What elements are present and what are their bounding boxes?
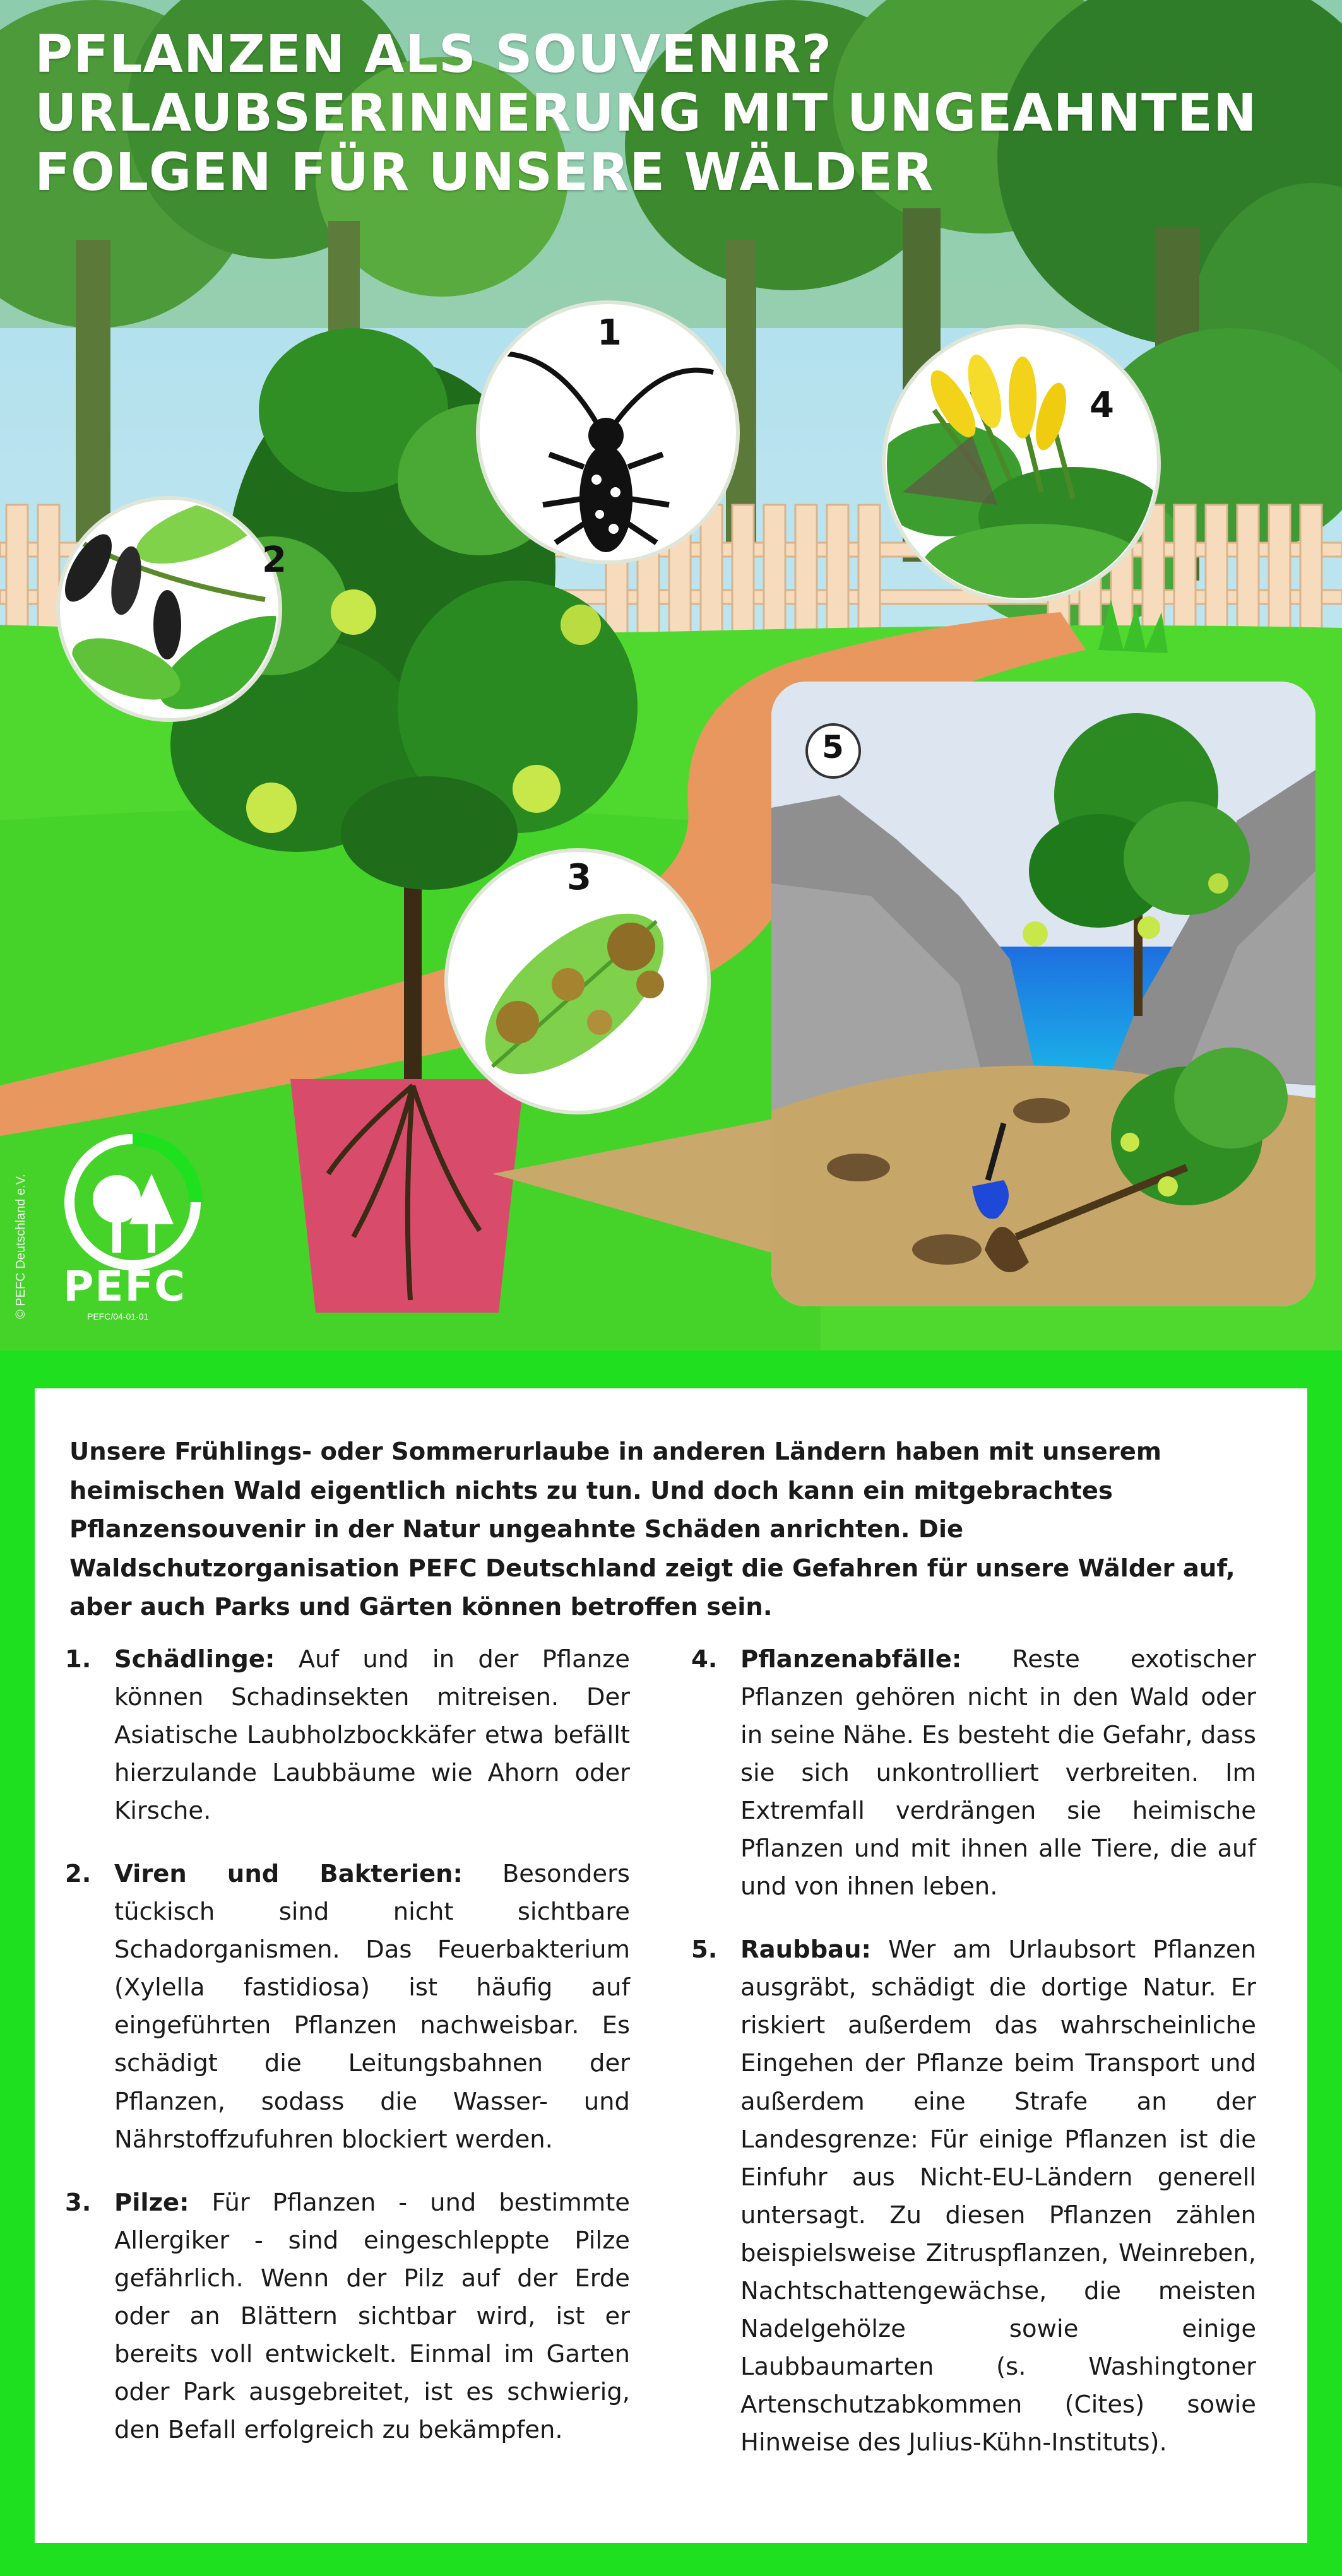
title-line-2: URLAUBSERINNERUNG MIT UNGEAHNTEN [35, 83, 1257, 144]
item-text: Besonders tückisch sind nicht sichtbare Schadorganismen. Das Feuerbakterium (Xylella fastidiosa) ist häufig auf eingeführten Pflanzen nachweisbar. Es schädigt die Leitungsbahnen der Pflanzen, sodass die Wasser- und Nährstoffzufuhren blockiert werden. [114, 1860, 630, 2154]
list-item-overexploitation [691, 1931, 1256, 2462]
badge-number-1: 1 [597, 312, 622, 353]
item-text: Reste exotischer Pflanzen gehören nicht in den Wald oder in seine Nähe. Es besteht die Gefahr, dass sie sich unkontrolliert verbreiten. Im Extremfall verdrängen sie heimische Pflanzen und mit ihnen alle Tiere, die auf und von ihnen leben. [740, 1645, 1256, 1901]
list-column-right [691, 1641, 1256, 2487]
item-number: 3. [65, 2188, 92, 2217]
badge-number-2: 2 [262, 540, 287, 581]
title-line-1: PFLANZEN ALS SOUVENIR? [35, 25, 833, 85]
badge-5-overexploitation-scene [771, 682, 1315, 1306]
list-item-pests [65, 1641, 630, 1830]
item-heading: Pilze: [114, 2188, 189, 2217]
item-heading: Pflanzenabfälle: [740, 1645, 962, 1674]
page-title [35, 25, 1316, 202]
list-column-left [65, 1641, 630, 2474]
item-number: 1. [65, 1645, 92, 1674]
pefc-logo-code: PEFC/04-01-01 [87, 1311, 149, 1321]
item-text: Auf und in der Pflanze können Schadinsekten mitreisen. Der Asiatische Laubholzbockkäfer etwa befällt hierzulande Laubbäume wie Ahorn oder Kirsche. [114, 1645, 630, 1826]
list-item-plant-waste [691, 1641, 1256, 1906]
item-heading: Viren und Bakterien: [114, 1860, 463, 1889]
item-heading: Raubbau: [740, 1935, 871, 1964]
item-text: Wer am Urlaubsort Pflanzen ausgräbt, schädigt die dortige Natur. Er riskiert außerdem das wahrscheinliche Eingehen der Pflanze beim Transport und außerdem eine Strafe an der Landesgrenze: Für einige Pflanzen ist die Einfuhr aus Nicht-EU-Ländern generell untersagt. Zu diesen Pflanzen zählen beispielsweise Zitruspflanzen, Weinreben, Nachtschattengewächse, die meisten Nadelgehölze sowie einige Laubbaumarten (s. Washingtoner Artenschutzabkommen (Cites) sowie Hinweise des Julius-Kühn-Instituts). [740, 1935, 1256, 2457]
copyright-notice: © PEFC Deutschland e.V. [14, 1174, 28, 1319]
list-item-viruses-bacteria [65, 1855, 630, 2158]
item-number: 4. [691, 1645, 718, 1674]
badge-number-3: 3 [567, 857, 591, 898]
badge-number-5: 5 [822, 729, 844, 765]
item-number: 5. [691, 1935, 718, 1964]
item-text: Für Pflanzen - und bestimmte Allergiker - sind eingeschleppte Pilze gefährlich. Wenn der Pilz auf der Erde oder an Blättern sichtbar wird, ist er bereits voll entwickelt. Einmal im Garten oder Park ausgebreitet, ist es schwierig, den Befall erfolgreich zu bekämpfen. [114, 2188, 630, 2444]
text-panel [35, 1388, 1307, 2543]
badge-number-4: 4 [1090, 385, 1114, 426]
item-number: 2. [65, 1860, 92, 1889]
title-line-3: FOLGEN FÜR UNSERE WÄLDER [35, 142, 934, 203]
item-heading: Schädlinge: [114, 1645, 275, 1674]
list-item-fungi [65, 2184, 630, 2449]
pefc-logo-word: PEFC [63, 1262, 186, 1311]
intro-paragraph: Unsere Frühlings- oder Sommerurlaube in anderen Ländern haben mit unserem heimischen Wald eigentlich nichts zu tun. Und doch kann ein mitgebrachtes Pflanzensouvenir in der Natur ungeahnte Schäden anrichten. Die Waldschutzorganisation PEFC Deutschland zeigt die Gefahren für unsere Wälder auf, aber auch Parks und Gärten können betroffen sein. [69, 1438, 1235, 1622]
